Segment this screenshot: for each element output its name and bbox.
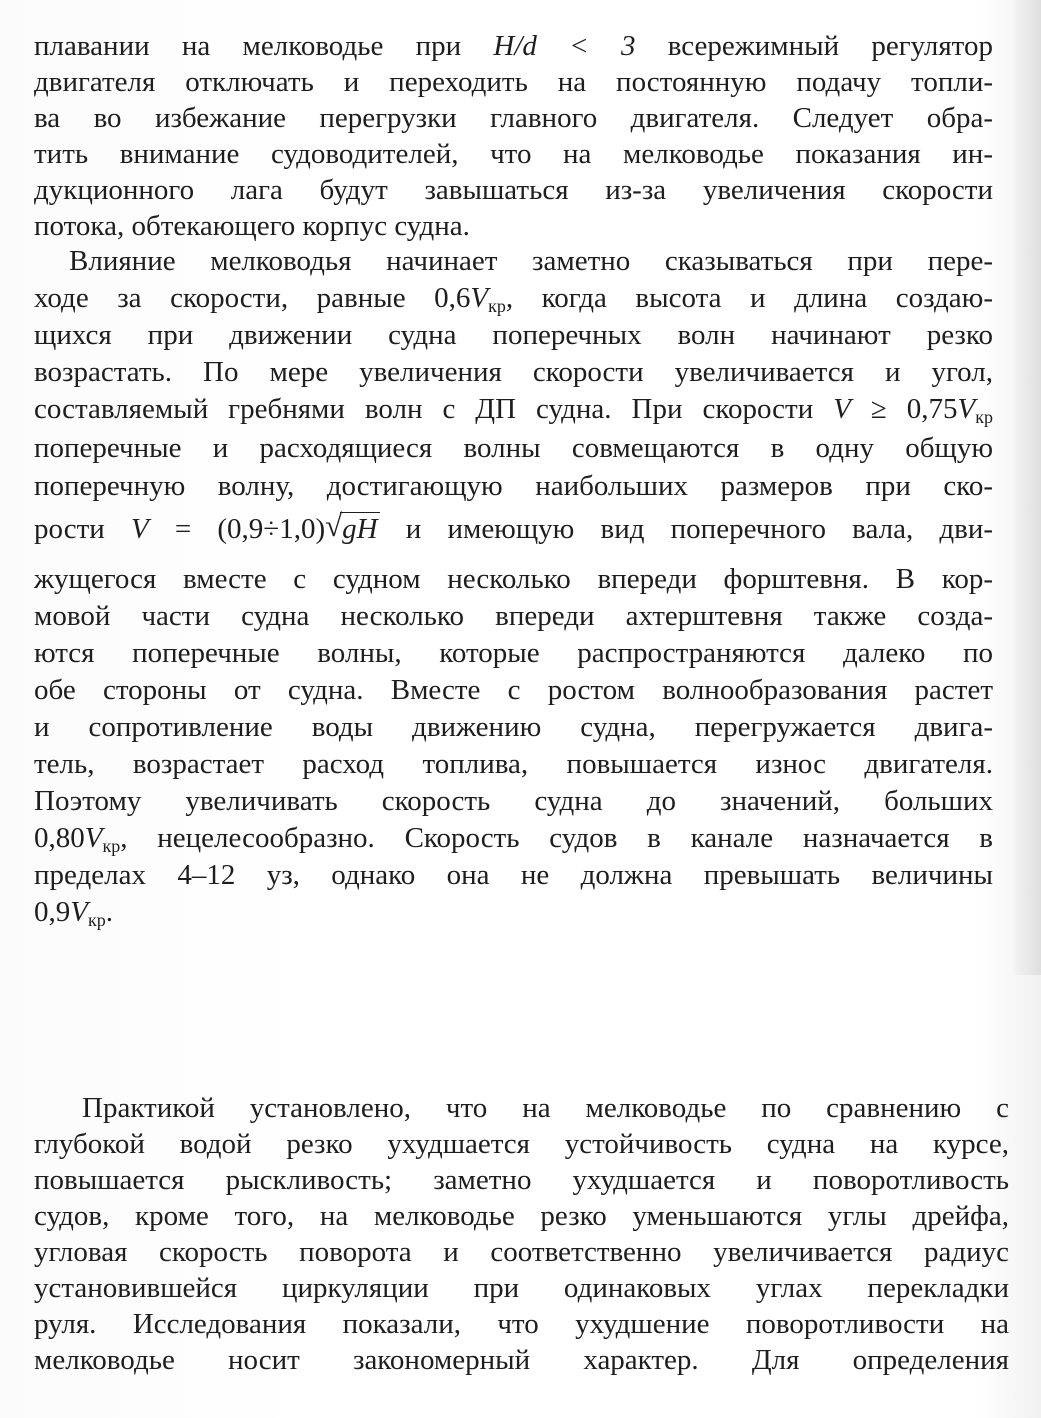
- text-line: щихся при движении судна поперечных волн начинают резко: [34, 319, 993, 351]
- text-line: тель, возрастает расход топлива, повышается износ двигателя.: [34, 748, 993, 780]
- paragraph-shallow-water-regulator: [34, 28, 993, 244]
- text-line: плавании на мелководье при H/d < 3 всережимный регулятор: [34, 30, 993, 62]
- text-line: мовой части судна несколько впереди ахтерштевня также созда-: [34, 600, 993, 632]
- text-line: ются поперечные волны, которые распространяются далеко по: [34, 637, 993, 669]
- text-line: повышается рыскливость; заметно ухудшается и поворотливость: [34, 1164, 1009, 1196]
- text-line: мелководье носит закономерный характер. Для определения: [34, 1344, 1009, 1376]
- text-line: ходе за скорости, равные $0,6V_{кр}$, когда высота и длина создаю-: [34, 282, 994, 316]
- text-line: поперечные и расходящиеся волны совмещаются в одну общую: [34, 432, 993, 464]
- text-line: жущегося вместе с судном несколько впереди форштевня. В кор-: [34, 563, 993, 595]
- text-line: Влияние мелководья начинает заметно сказываться при пере-: [69, 245, 993, 277]
- text-line: двигателя отключать и переходить на постоянную подачу топли-: [34, 66, 993, 98]
- text-line: потока, обтекающего корпус судна.: [34, 210, 470, 242]
- text-line: рости V = (0,9÷1,0) √ gH и имеющую вид поперечного вала, дви-: [34, 508, 993, 545]
- text-line: обе стороны от судна. Вместе с ростом волнообразования растет: [34, 674, 993, 706]
- text-line: и сопротивление воды движению судна, перегружается двига-: [34, 711, 993, 743]
- text-line: дукционного лага будут завышаться из-за увеличения скорости: [34, 174, 993, 206]
- text-line: $0,9V_{кр}$.: [34, 896, 113, 930]
- paragraph-shallow-water-maneuverability: [34, 1090, 1009, 1390]
- text-line: тить внимание судоводителей, что на мелководье показания ин-: [34, 138, 993, 170]
- text-line: ва во избежание перегрузки главного двигателя. Следует обра-: [34, 102, 993, 134]
- text-line: возрастать. По мере увеличения скорости увеличивается и угол,: [34, 356, 993, 388]
- scan-edge-shadow: [1013, 0, 1041, 975]
- text-line: Поэтому увеличивать скорость судна до значений, больших: [34, 785, 993, 817]
- text-line: пределах 4–12 уз, однако она не должна превышать величины: [34, 859, 993, 891]
- text-line: руля. Исследования показали, что ухудшение поворотливости на: [34, 1308, 1009, 1340]
- text-line: установившейся циркуляции при одинаковых углах перекладки: [34, 1272, 1009, 1304]
- text-line: составляемый гребнями волн с ДП судна. При скорости $V \ge 0,75V_{кр}$: [34, 393, 993, 427]
- text-line: глубокой водой резко ухудшается устойчивость судна на курсе,: [34, 1128, 1009, 1160]
- text-line: поперечную волну, достигающую наибольших размеров при ско-: [34, 470, 993, 502]
- text-line: Практикой установлено, что на мелководье по сравнению с: [82, 1092, 1009, 1124]
- text-line: угловая скорость поворота и соответственно увеличивается радиус: [34, 1236, 1009, 1268]
- paragraph-shallow-water-influence: [34, 243, 993, 973]
- text-line: $0,80V_{кр}$, нецелесообразно. Скорость судов в канале назначается в: [34, 822, 993, 856]
- text-line: судов, кроме того, на мелководье резко уменьшаются углы дрейфа,: [34, 1200, 1009, 1232]
- sqrt-formula: √ gH: [325, 508, 378, 545]
